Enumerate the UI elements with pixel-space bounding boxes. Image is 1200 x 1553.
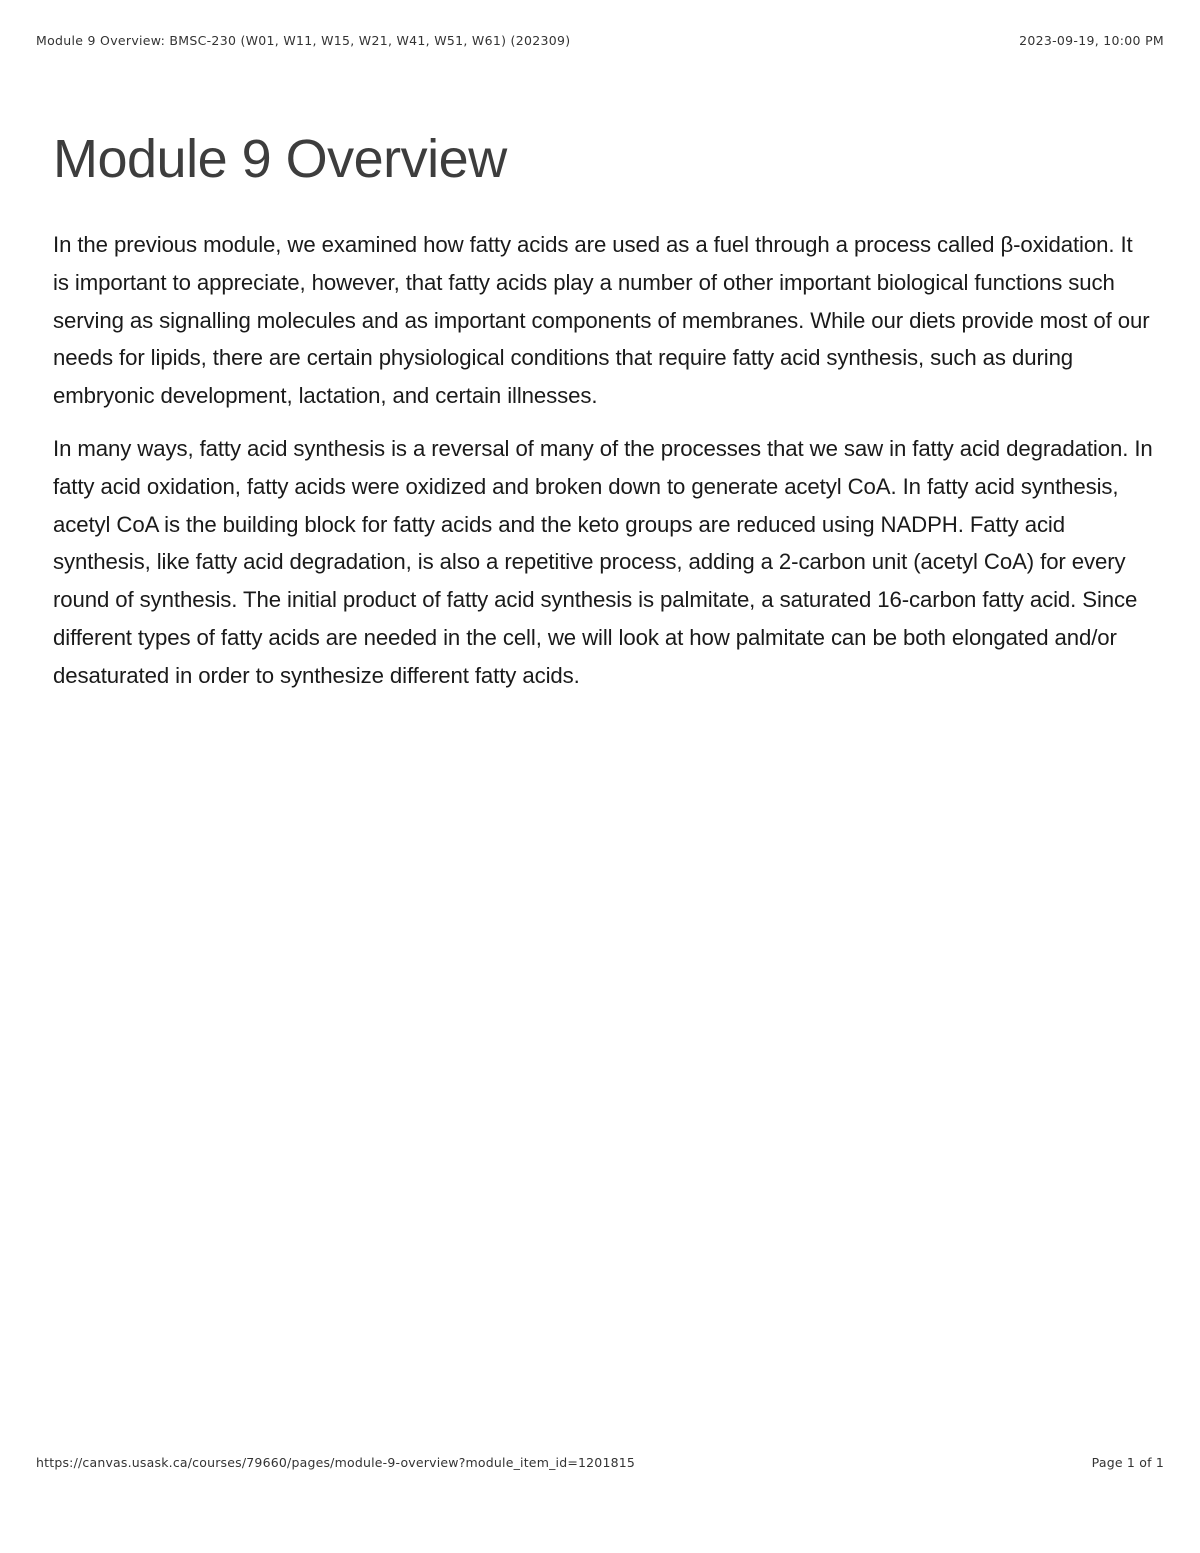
header-datetime: 2023-09-19, 10:00 PM: [1019, 33, 1164, 48]
paragraph-synthesis: In many ways, fatty acid synthesis is a reversal of many of the processes that we saw in fatty acid degradation. In fatty acid oxidation, fatty acids were oxidized and broken down to generate acetyl CoA. In fatty acid synthesis, acetyl CoA is the building block for fatty acids and the keto groups are reduced using NADPH. Fatty acid synthesis, like fatty acid degradation, is also a repetitive process, adding a 2-carbon unit (acetyl CoA) for every round of synthesis. The initial product of fatty acid synthesis is palmitate, a saturated 16-carbon fatty acid. Since different types of fatty acids are needed in the cell, we will look at how palmitate can be both elongated and/or desaturated in order to synthesize different fatty acids.: [53, 435, 1153, 688]
page-title: Module 9 Overview: [53, 129, 507, 189]
page-content: [53, 226, 1153, 710]
print-header: [36, 33, 1164, 53]
footer-url: https://canvas.usask.ca/courses/79660/pages/module-9-overview?module_item_id=1201815: [36, 1455, 636, 1470]
footer-page-number: Page 1 of 1: [1091, 1455, 1164, 1470]
header-page-title: Module 9 Overview: BMSC-230 (W01, W11, W15, W21, W41, W51, W61) (202309): [36, 33, 571, 48]
print-footer: [36, 1455, 1164, 1475]
paragraph-intro: In the previous module, we examined how fatty acids are used as a fuel through a process called β-oxidation. It is important to appreciate, however, that fatty acids play a number of other important biological functions such serving as signalling molecules and as important components of membranes. While our diets provide most of our needs for lipids, there are certain physiological conditions that require fatty acid synthesis, such as during embryonic development, lactation, and certain illnesses.: [53, 232, 1150, 409]
